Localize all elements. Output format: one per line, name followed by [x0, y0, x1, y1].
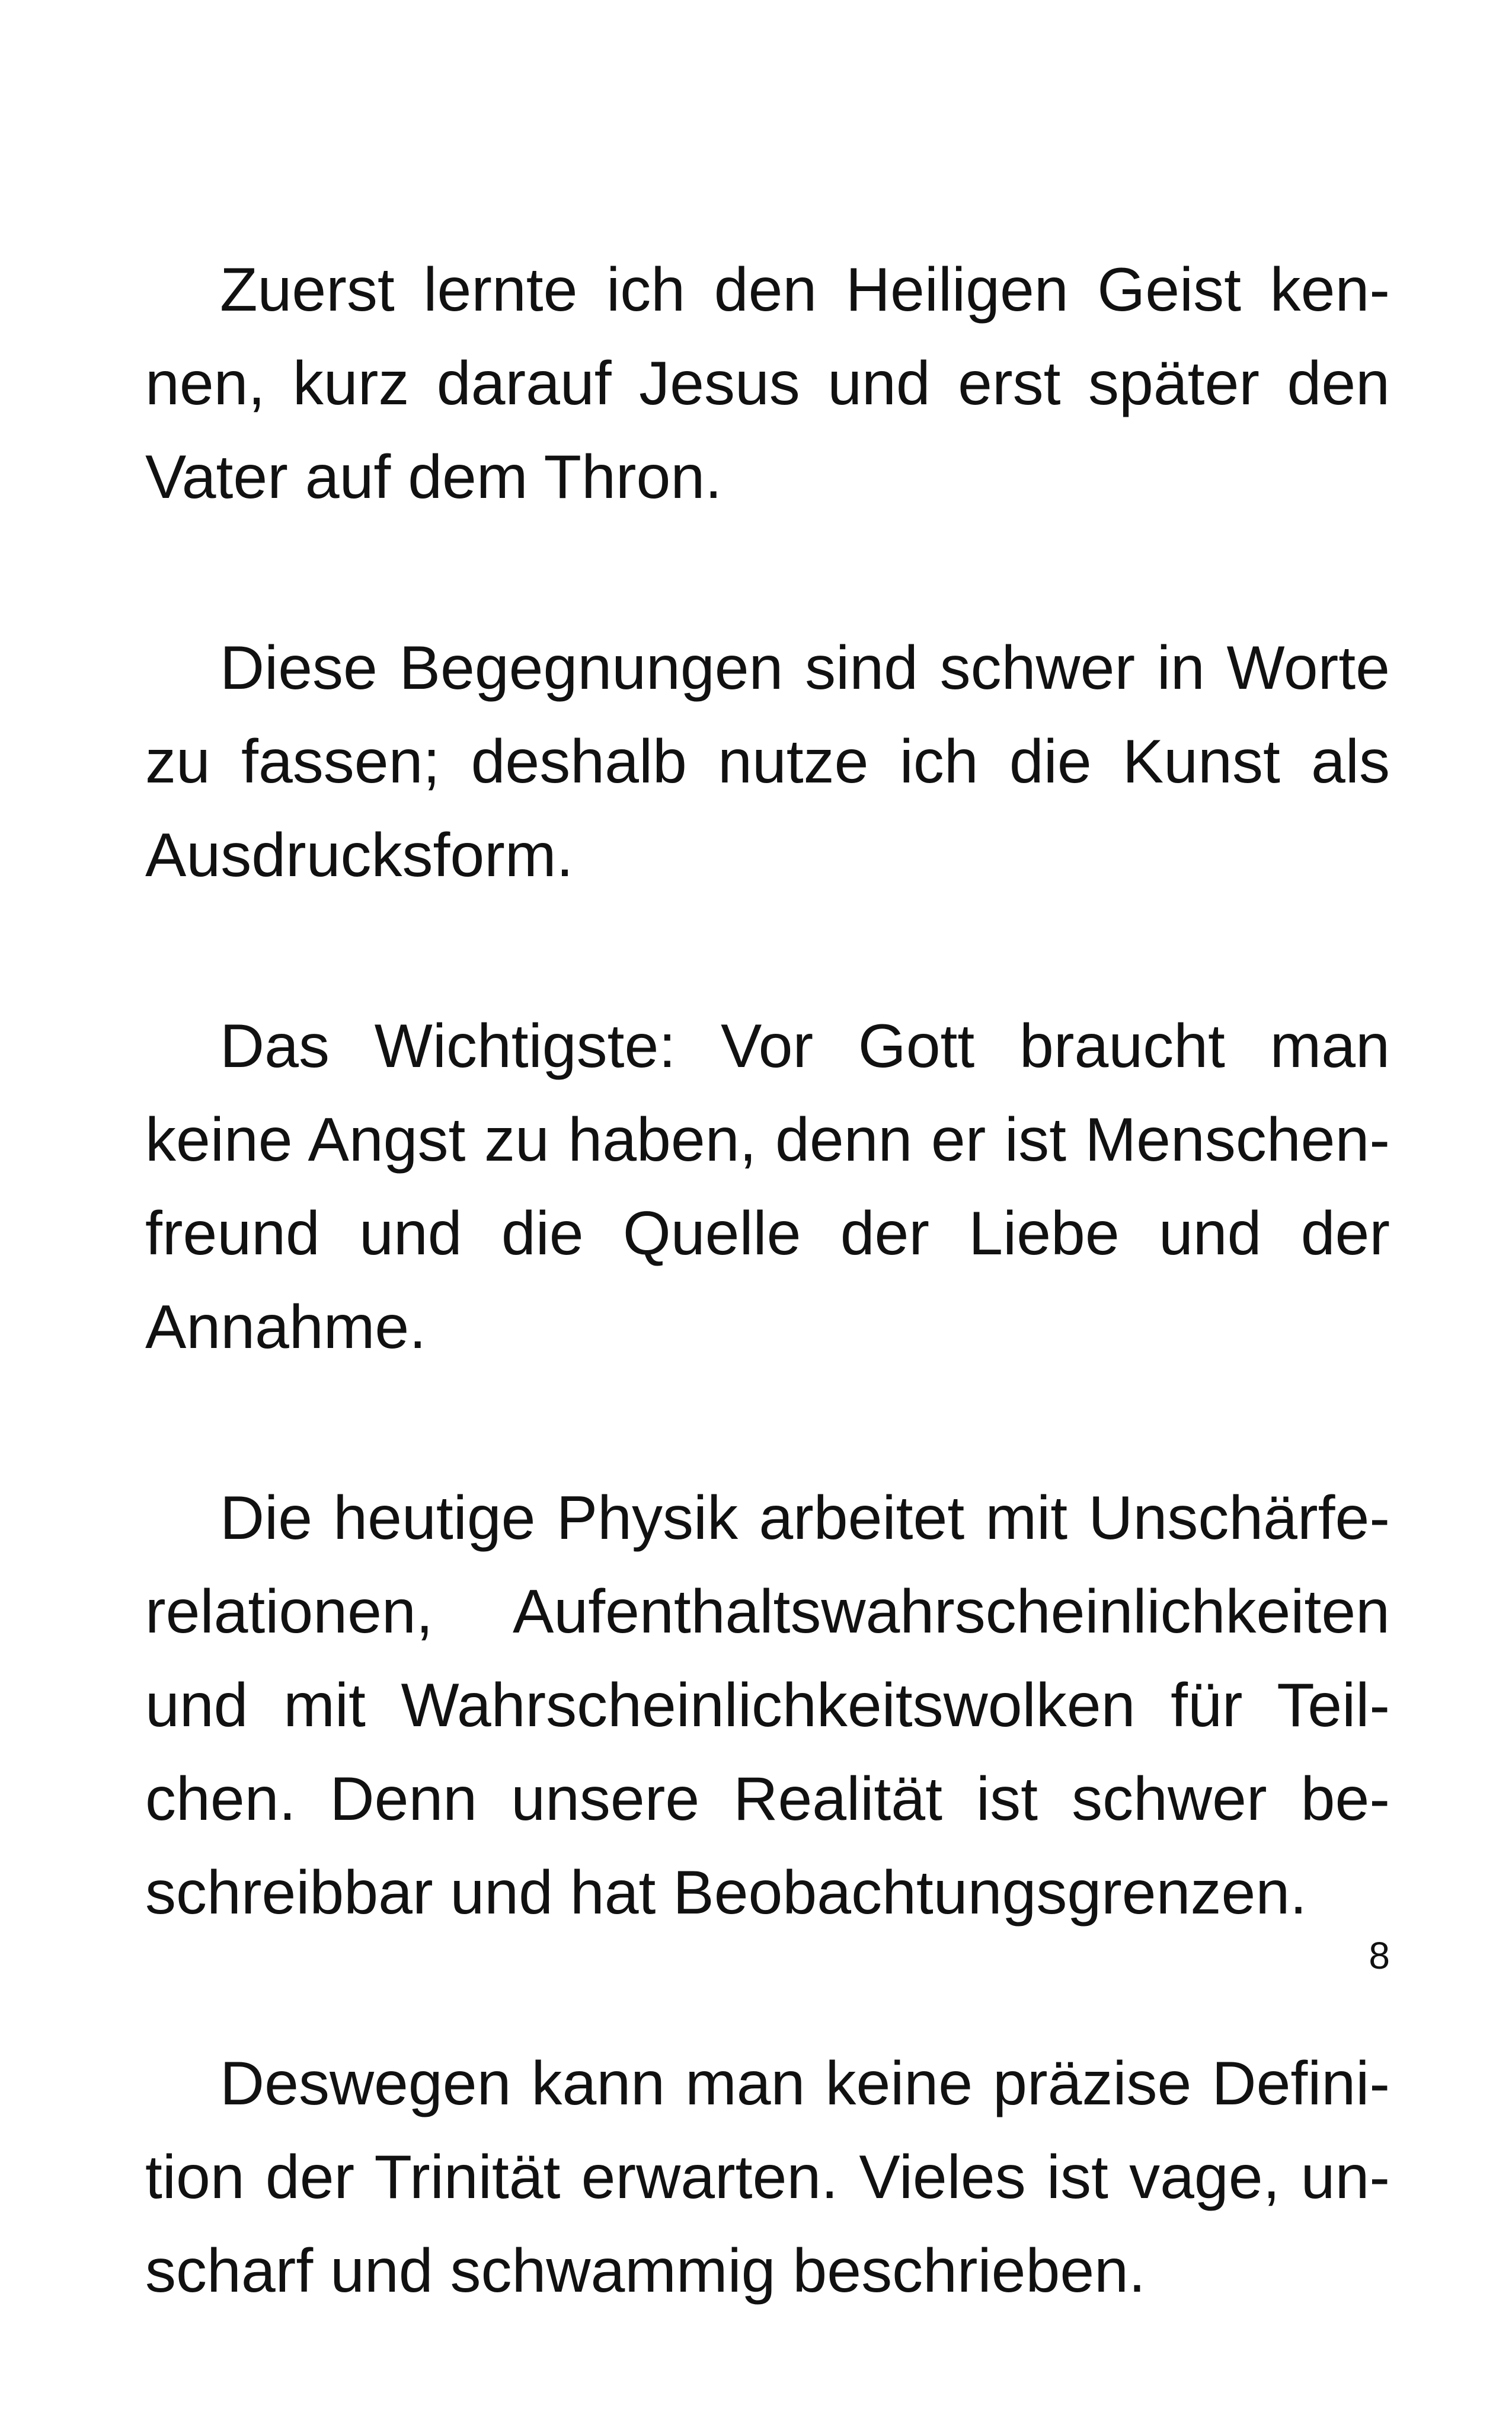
paragraph-4: Die heutige Physik arbeitet mit Unschärferelationen, Aufenthaltswahrscheinlichkeiten und mit Wahrscheinlichkeitswolken für Teilchen. Denn unsere Realität ist schwer beschreibbar und hat Beobachtungsgrenzen.	[145, 1484, 1390, 1927]
paragraph-5: Deswegen kann man keine präzise Definition der Trinität erwarten. Vieles ist vage, unscharf und schwammig beschrieben.	[145, 2049, 1390, 2305]
page-number: 8	[1369, 1934, 1390, 1977]
paragraph-1: Zuerst lernte ich den Heiligen Geist kennen, kurz darauf Jesus und erst später den Vater auf dem Thron.	[145, 255, 1390, 512]
paragraph-3: Das Wichtigste: Vor Gott braucht man keine Angst zu haben, denn er ist Menschenfreund und die Quelle der Liebe und der Annahme.	[145, 1012, 1390, 1362]
paragraph-2: Diese Begegnungen sind schwer in Worte zu fassen; deshalb nutze ich die Kunst als Ausdrucksform.	[145, 634, 1390, 890]
body-text	[145, 243, 1390, 2415]
